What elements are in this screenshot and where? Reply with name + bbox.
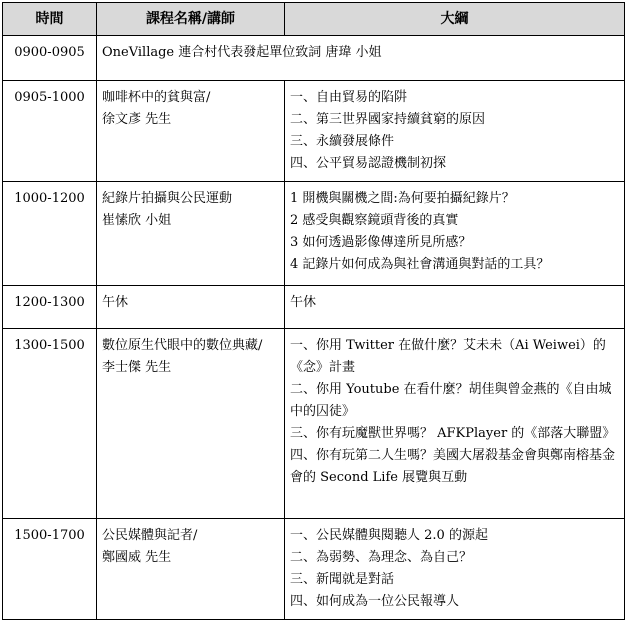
table-row [3,81,625,182]
outline-item: 一、你用 Twitter 在做什麼？艾未未（Ai Weiwei）的《念》計畫 [290,338,606,375]
opening-cell: OneVillage 連合村代表發起單位致詞 唐瑋 小姐 [97,36,625,81]
outline-item: 午休 [290,295,317,310]
table-row [3,329,625,519]
course-speaker: 徐文彥 先生 [102,112,172,127]
time-cell: 1000-1200 [3,182,97,286]
time-cell: 0905-1000 [3,81,97,182]
time-cell: 1200-1300 [3,286,97,329]
table-row [3,36,625,81]
course-speaker: 崔愫欣 小姐 [102,213,172,228]
outline-cell [285,182,625,286]
outline-item: 3 如何透過影像傳達所見所感？ [290,235,472,250]
outline-item: 三、永續發展條件 [290,134,395,149]
outline-cell [285,329,625,519]
time-cell: 0900-0905 [3,36,97,81]
course-cell [97,519,285,620]
course-title: 午休 [102,295,129,310]
table-row [3,286,625,329]
time-cell: 1300-1500 [3,329,97,519]
course-cell [97,182,285,286]
outline-cell [285,81,625,182]
course-speaker: 李士傑 先生 [102,360,172,375]
header-outline: 大綱 [285,3,625,36]
outline-cell [285,286,625,329]
table-row [3,182,625,286]
course-title: 紀錄片拍攝與公民運動 [102,191,233,206]
schedule-table [2,2,625,620]
outline-item: 2 感受與觀察鏡頭背後的真實 [290,213,459,228]
outline-item: 一、自由貿易的陷阱 [290,90,408,105]
outline-item: 二、你用 Youtube 在看什麼？胡佳與曾金燕的《自由城中的囚徒》 [290,382,612,419]
outline-item: 二、第三世界國家持續貧窮的原因 [290,112,486,127]
outline-item: 1 開機與關機之間:為何要拍攝紀錄片？ [290,191,515,206]
course-title: 公民媒體與記者/ [102,528,198,543]
outline-item: 三、新聞就是對話 [290,572,395,587]
outline-item: 四、公平貿易認證機制初探 [290,156,447,171]
outline-item: 一、公民媒體與閱聽人 2.0 的源起 [290,528,488,543]
course-title: 咖啡杯中的貧與富/ [102,90,211,105]
course-cell [97,286,285,329]
time-cell: 1500-1700 [3,519,97,620]
outline-item: 二、為弱勢、為理念、為自己？ [290,550,473,565]
outline-cell [285,519,625,620]
course-speaker: 鄭國威 先生 [102,550,172,565]
table-row [3,519,625,620]
header-time: 時間 [3,3,97,36]
course-cell [97,81,285,182]
header-row [3,3,625,36]
course-title: 數位原生代眼中的數位典藏/ [102,338,263,353]
outline-item: 四、你有玩第二人生嗎？美國大屠殺基金會與鄭南榕基金會的 Second Life 展覽與互動 [290,448,616,485]
outline-item: 四、如何成為一位公民報導人 [290,594,460,609]
header-course: 課程名稱/講師 [97,3,285,36]
course-cell [97,329,285,519]
outline-item: 4 記錄片如何成為與社會溝通與對話的工具？ [290,257,550,272]
outline-item: 三、你有玩魔獸世界嗎？ AFKPlayer 的《部落大聯盟》 [290,426,616,441]
